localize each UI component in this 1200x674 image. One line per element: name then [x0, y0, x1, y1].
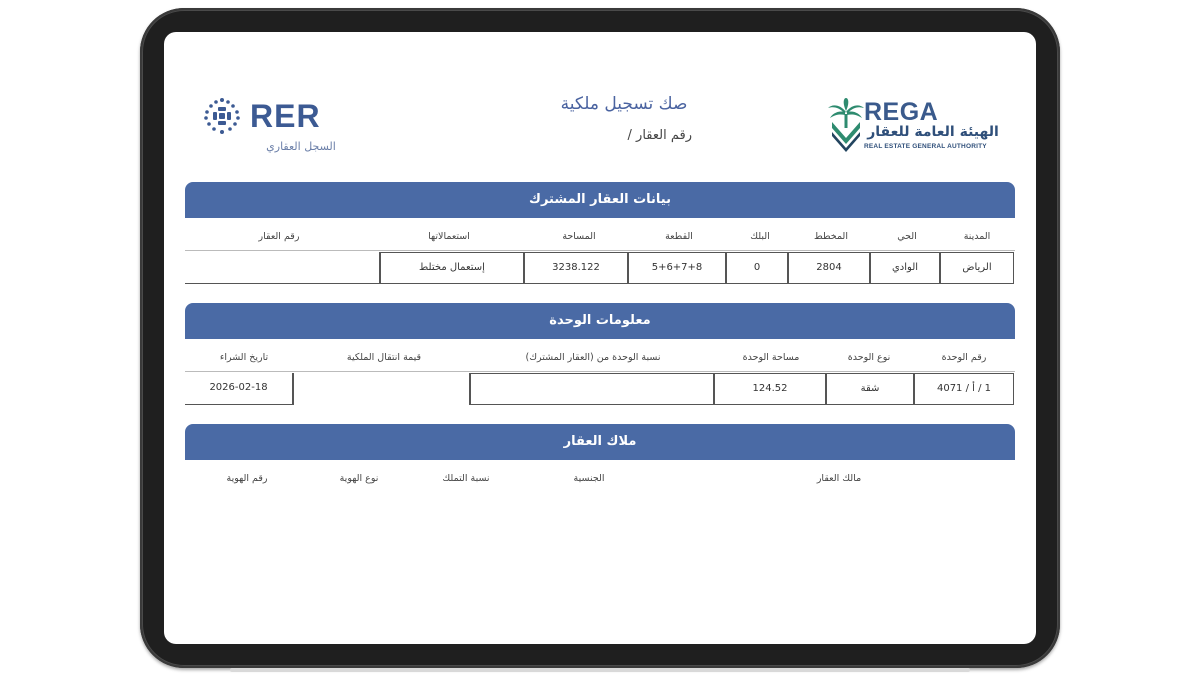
palm-emblem-icon — [826, 98, 866, 152]
shared-property-header: بيانات العقار المشترك — [185, 182, 1015, 218]
document-screen — [164, 32, 1036, 644]
column-transfer-value: قيمة انتقال الملكية — [346, 352, 422, 363]
cell-unit-area: 124.52 — [714, 373, 826, 405]
column-unit-share: نسبة الوحدة من (العقار المشترك) — [525, 352, 661, 363]
cell-area: 3238.122 — [524, 252, 628, 284]
unit-info-header: معلومات الوحدة — [185, 303, 1015, 339]
column-unit-area: مساحة الوحدة — [742, 352, 800, 363]
cell-transfer-value — [293, 373, 470, 405]
rer-wordmark: RER — [250, 98, 321, 134]
page-title: صك تسجيل ملكية — [560, 94, 688, 114]
column-ownership-share: نسبة التملك — [442, 473, 490, 484]
cell-purchase-date: 2026-02-18 — [185, 373, 293, 405]
rer-emblem-icon — [202, 96, 242, 136]
row-divider — [185, 371, 1015, 372]
rega-english-name: REAL ESTATE GENERAL AUTHORITY — [864, 143, 987, 150]
column-id-number: رقم الهوية — [226, 473, 268, 484]
column-usage: استعمالاتها — [428, 231, 470, 242]
cell-usage: إستعمال مختلط — [380, 252, 524, 284]
column-unit-number: رقم الوحدة — [941, 352, 987, 363]
tablet-shadow — [230, 668, 970, 672]
row-divider — [185, 250, 1015, 251]
cell-plot: 5+6+7+8 — [628, 252, 726, 284]
cell-block: 0 — [726, 252, 788, 284]
column-city: المدينة — [963, 231, 991, 242]
column-id-type: نوع الهوية — [339, 473, 379, 484]
column-district: الحي — [897, 231, 917, 242]
column-plot: القطعة — [665, 231, 693, 242]
column-unit-type: نوع الوحدة — [847, 352, 891, 363]
rer-logo — [202, 96, 342, 156]
column-plan: المخطط — [814, 231, 848, 242]
column-block: البلك — [750, 231, 770, 242]
column-area: المساحة — [562, 231, 596, 242]
cell-property-number — [185, 252, 380, 284]
column-nationality: الجنسية — [573, 473, 605, 484]
cell-unit-share — [470, 373, 714, 405]
cell-plan: 2804 — [788, 252, 870, 284]
rega-logo — [826, 98, 1006, 156]
column-owner-name: مالك العقار — [816, 473, 862, 484]
column-purchase-date: تاريخ الشراء — [219, 352, 269, 363]
property-number-label: رقم العقار / — [627, 128, 692, 143]
cell-unit-number: 1 / أ / 4071 — [914, 373, 1014, 405]
cell-district: الوادي — [870, 252, 940, 284]
cell-city: الرياض — [940, 252, 1014, 284]
cell-unit-type: شقة — [826, 373, 914, 405]
rega-arabic-name: الهيئة العامة للعقار — [867, 124, 999, 140]
rer-subtitle: السجل العقاري — [266, 140, 336, 153]
owners-header: ملاك العقار — [185, 424, 1015, 460]
rega-wordmark: REGA — [864, 98, 939, 126]
column-property-number: رقم العقار — [258, 231, 300, 242]
